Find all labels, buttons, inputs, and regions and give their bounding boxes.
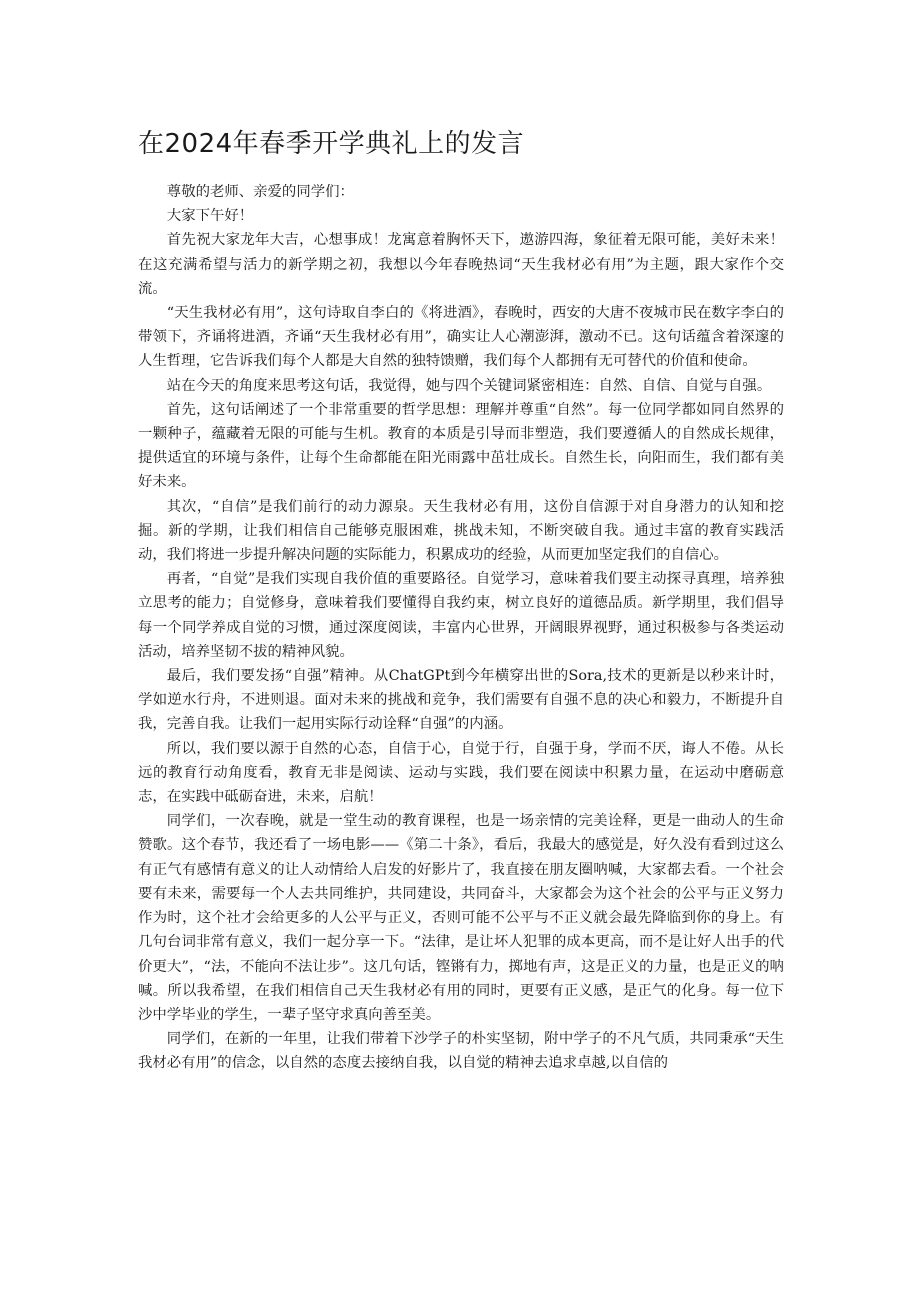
body-paragraph: 最后，我们要发扬“自强”精神。从ChatGPt到今年横穿出世的Sora,技术的更新是以秒来计时，学如逆水行舟，不进则退。面对未来的挑战和竞争，我们需要有自强不息的决心和毅力，不断提升自我，完善自我。让我们一起用实际行动诠释“自强”的内涵。: [138, 668, 784, 733]
body-paragraph: “天生我材必有用”，这句诗取自李白的《将进酒》，春晚时，西安的大唐不夜城市民在数字李白的带领下，齐诵将进酒，齐诵“天生我材必有用”，确实让人心潮澎湃，激动不已。这句话蕴含着深邃的人生哲理，它告诉我们每个人都是大自然的独特馈赠，我们每个人都拥有无可替代的价值和使命。: [138, 305, 784, 370]
body-paragraph: 首先，这句话阐述了一个非常重要的哲学思想：理解并尊重“自然”。每一位同学都如同自然界的一颗种子，蕴藏着无限的可能与生机。教育的本质是引导而非塑造，我们要遵循人的自然成长规律，提供适宜的环境与条件，让每个生命都能在阳光雨露中茁壮成长。自然生长，向阳而生，我们都有美好未来。: [138, 401, 784, 491]
body-paragraph: 同学们，一次春晚，就是一堂生动的教育课程，也是一场亲情的完美诠释，更是一曲动人的生命赞歌。这个春节，我还看了一场电影——《第二十条》，看后，我最大的感觉是，好久没有看到过这么有正气有感情有意义的让人动情给人启发的好影片了，我直接在朋友圈呐喊，大家都去看。一个社会要有未来，需要每一个人去共同维护，共同建设，共同奋斗，大家都会为这个社会的公平与正义努力作为时，这个社才会给更多的人公平与正义，否则可能不公平与不正义就会最先降临到你的身上。有几句台词非常有意义，我们一起分享一下。“法律，是让坏人犯罪的成本更高，而不是让好人出手的代价更大”，“法，不能向不法让步”。这几句话，铿锵有力，掷地有声，这是正义的力量，也是正义的呐喊。所以我希望，在我们相信自己天生我材必有用的同时，更要有正义感，是正气的化身。每一位下沙中学毕业的学生，一辈子坚守求真向善至美。: [138, 813, 784, 1023]
body-paragraph: 再者，“自觉”是我们实现自我价值的重要路径。自觉学习，意味着我们要主动探寻真理，培养独立思考的能力；自觉修身，意味着我们要懂得自我约束，树立良好的道德品质。新学期里，我们倡导每一个同学养成自觉的习惯，通过深度阅读，丰富内心世界，开阔眼界视野，通过积极参与各类运动活动，培养坚韧不拔的精神风貌。: [138, 571, 784, 660]
greeting: 大家下午好！: [166, 208, 254, 225]
speech-body: [138, 180, 784, 1076]
body-paragraph: 其次，“自信”是我们前行的动力源泉。天生我材必有用，这份自信源于对自身潜力的认知和挖掘。新的学期，让我们相信自己能够克服困难，挑战未知，不断突破自我。通过丰富的教育实践活动，我们将进一步提升解决问题的实际能力，积累成功的经验，从而更加坚定我们的自信心。: [138, 498, 784, 564]
body-paragraph: 首先祝大家龙年大吉，心想事成！龙寓意着胸怀天下，遨游四海，象征着无限可能，美好未来！在这充满希望与活力的新学期之初，我想以今年春晚热词“天生我材必有用”为主题，跟大家作个交流。: [138, 232, 784, 297]
page-title: 在2024年春季开学典礼上的发言: [138, 129, 525, 159]
body-paragraph: 同学们，在新的一年里，让我们带着下沙学子的朴实坚韧，附中学子的不凡气质，共同秉承“天生我材必有用”的信念，以自然的态度去接纳自我，以自觉的精神去追求卓越,以自信的: [138, 1031, 784, 1072]
body-paragraph: 站在今天的角度来思考这句话，我觉得，她与四个关键词紧密相连：自然、自信、自觉与自强。: [166, 377, 772, 394]
salutation: 尊敬的老师、亲爱的同学们：: [166, 184, 354, 200]
body-paragraph: 所以，我们要以源于自然的心态，自信于心，自觉于行，自强于身，学而不厌，诲人不倦。从长远的教育行动角度看，教育无非是阅读、运动与实践，我们要在阅读中积累力量，在运动中磨砺意志，在实践中砥砺奋进，未来，启航！: [138, 740, 784, 806]
